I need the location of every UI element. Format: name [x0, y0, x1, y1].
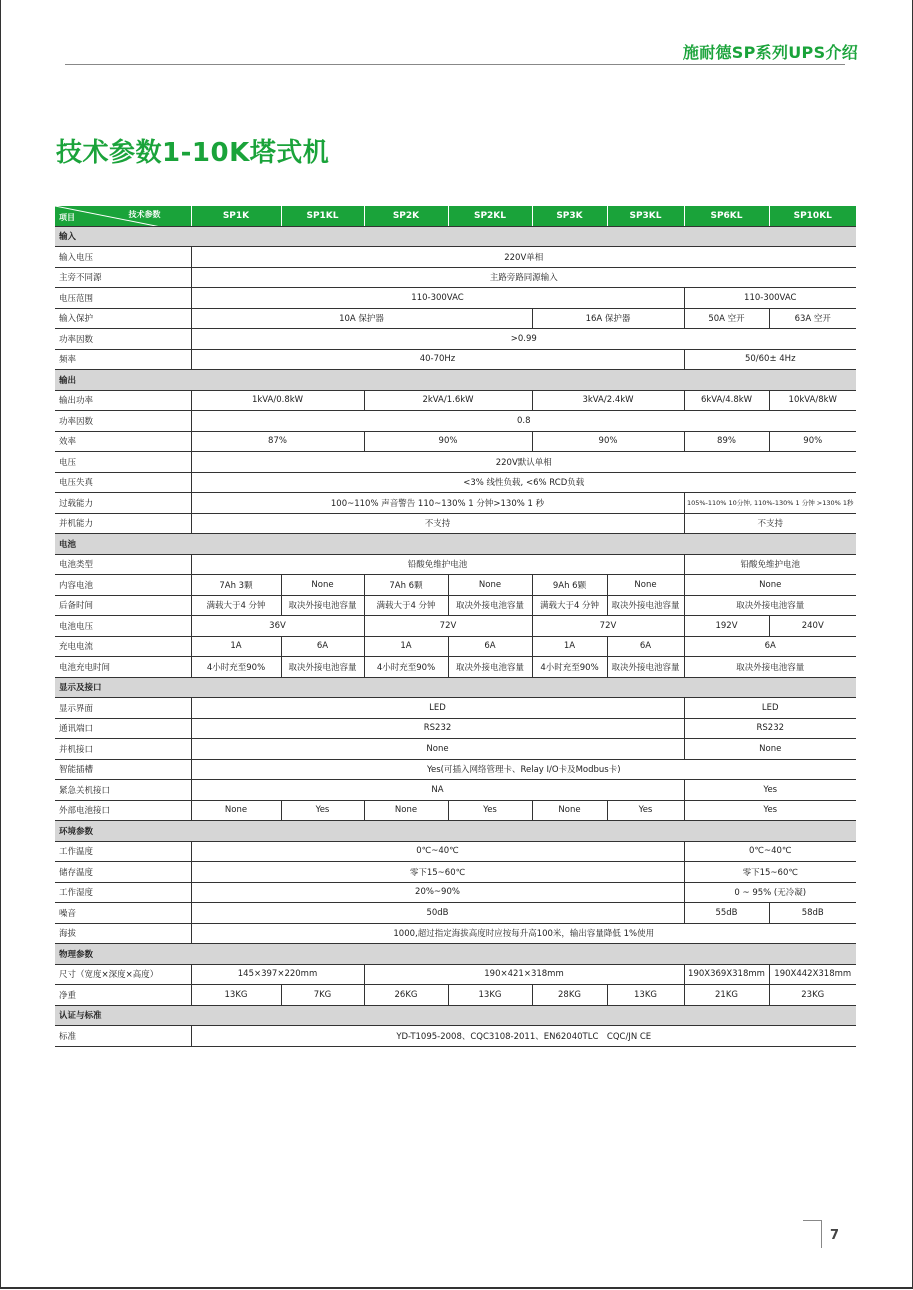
table-cell: 190×421×318mm — [364, 964, 684, 985]
table-cell: None — [191, 800, 281, 821]
table-cell: 192V — [684, 616, 769, 637]
row-label: 显示界面 — [55, 698, 191, 719]
spec-table-body — [55, 226, 856, 1046]
row-label: 电池电压 — [55, 616, 191, 637]
table-cell: 190X442X318mm — [769, 964, 856, 985]
model-header: SP1KL — [281, 206, 364, 226]
table-row — [55, 431, 856, 452]
table-row — [55, 698, 856, 719]
table-cell: 4小时充至90% — [191, 657, 281, 678]
section-row — [55, 534, 856, 555]
table-row — [55, 739, 856, 760]
table-cell: 0.8 — [191, 411, 856, 432]
table-cell: None — [532, 800, 607, 821]
table-cell: 取决外接电池容量 — [448, 657, 532, 678]
table-cell: Yes(可插入网络管理卡、Relay I/O卡及Modbus卡) — [191, 759, 856, 780]
table-cell: 1A — [532, 636, 607, 657]
table-cell: 满载大于4 分钟 — [191, 595, 281, 616]
table-cell: 220V默认单相 — [191, 452, 856, 473]
page-number: 7 — [830, 1228, 840, 1243]
table-cell: 1A — [364, 636, 448, 657]
section-row — [55, 944, 856, 965]
row-label: 紧急关机接口 — [55, 780, 191, 801]
table-cell: 6A — [607, 636, 684, 657]
row-label: 输入保护 — [55, 308, 191, 329]
section-title: 输入 — [55, 226, 856, 247]
row-label: 电池类型 — [55, 554, 191, 575]
table-row — [55, 308, 856, 329]
model-header: SP10KL — [769, 206, 856, 226]
table-cell: RS232 — [684, 718, 856, 739]
table-cell: 9Ah 6颗 — [532, 575, 607, 596]
section-title: 电池 — [55, 534, 856, 555]
row-label: 效率 — [55, 431, 191, 452]
table-cell: 13KG — [607, 985, 684, 1006]
table-cell: 零下15~60℃ — [191, 862, 684, 883]
table-cell: 6A — [448, 636, 532, 657]
table-cell: Yes — [684, 800, 856, 821]
table-cell: 零下15~60℃ — [684, 862, 856, 883]
table-row — [55, 841, 856, 862]
table-cell: None — [364, 800, 448, 821]
table-row — [55, 985, 856, 1006]
table-cell: 7Ah 6颗 — [364, 575, 448, 596]
row-label: 电压范围 — [55, 288, 191, 309]
table-cell: 28KG — [532, 985, 607, 1006]
table-row — [55, 575, 856, 596]
table-cell: 55dB — [684, 903, 769, 924]
table-row — [55, 329, 856, 350]
section-title: 输出 — [55, 370, 856, 391]
table-row — [55, 964, 856, 985]
table-row — [55, 657, 856, 678]
table-cell: 0℃~40℃ — [191, 841, 684, 862]
table-row — [55, 759, 856, 780]
table-cell: 50A 空开 — [684, 308, 769, 329]
model-header: SP6KL — [684, 206, 769, 226]
row-label: 内容电池 — [55, 575, 191, 596]
section-row — [55, 1005, 856, 1026]
row-label: 工作湿度 — [55, 882, 191, 903]
table-cell: 6kVA/4.8kW — [684, 390, 769, 411]
table-cell: Yes — [607, 800, 684, 821]
row-label: 外部电池接口 — [55, 800, 191, 821]
table-row — [55, 882, 856, 903]
table-cell: 取决外接电池容量 — [684, 595, 856, 616]
table-cell: 6A — [684, 636, 856, 657]
table-cell: 2kVA/1.6kW — [364, 390, 532, 411]
row-label: 频率 — [55, 349, 191, 370]
table-cell: Yes — [684, 780, 856, 801]
row-label: 充电电流 — [55, 636, 191, 657]
table-row — [55, 493, 856, 514]
table-header-row — [55, 206, 856, 226]
table-cell: 铅酸免维护电池 — [684, 554, 856, 575]
table-cell: 取决外接电池容量 — [607, 595, 684, 616]
table-row — [55, 472, 856, 493]
table-cell: 取决外接电池容量 — [281, 657, 364, 678]
table-cell: 100~110% 声音警告 110~130% 1 分钟>130% 1 秒 — [191, 493, 684, 514]
section-row — [55, 821, 856, 842]
table-cell: 110-300VAC — [191, 288, 684, 309]
table-row — [55, 267, 856, 288]
table-row — [55, 554, 856, 575]
section-row — [55, 370, 856, 391]
table-cell: YD-T1095-2008、CQC3108-2011、EN62040TLC CQC/JN CE — [191, 1026, 856, 1047]
section-row — [55, 226, 856, 247]
table-cell: 3kVA/2.4kW — [532, 390, 684, 411]
row-label: 并机能力 — [55, 513, 191, 534]
row-label: 尺寸（宽度×深度×高度） — [55, 964, 191, 985]
spec-table — [55, 206, 856, 1047]
table-cell: 取决外接电池容量 — [684, 657, 856, 678]
table-row — [55, 636, 856, 657]
table-cell: 0℃~40℃ — [684, 841, 856, 862]
table-cell: 16A 保护器 — [532, 308, 684, 329]
table-cell: 20%~90% — [191, 882, 684, 903]
table-cell: 220V单相 — [191, 247, 856, 268]
table-cell: 1A — [191, 636, 281, 657]
table-row — [55, 452, 856, 473]
row-label: 储存温度 — [55, 862, 191, 883]
table-cell: 23KG — [769, 985, 856, 1006]
table-cell: Yes — [448, 800, 532, 821]
corner-bottom-label: 项目 — [59, 212, 75, 222]
table-row — [55, 923, 856, 944]
model-header: SP2K — [364, 206, 448, 226]
table-cell: 1000,超过指定海拔高度时应按每升高100米，输出容量降低 1%使用 — [191, 923, 856, 944]
section-title: 显示及接口 — [55, 677, 856, 698]
table-cell: 21KG — [684, 985, 769, 1006]
table-cell: 72V — [364, 616, 532, 637]
model-header: SP3KL — [607, 206, 684, 226]
table-cell: 72V — [532, 616, 684, 637]
table-cell: None — [191, 739, 684, 760]
table-row — [55, 718, 856, 739]
table-cell: 10A 保护器 — [191, 308, 532, 329]
table-cell: LED — [684, 698, 856, 719]
table-cell: Yes — [281, 800, 364, 821]
table-cell: 36V — [191, 616, 364, 637]
table-row — [55, 349, 856, 370]
table-cell: 190X369X318mm — [684, 964, 769, 985]
row-label: 并机接口 — [55, 739, 191, 760]
table-row — [55, 513, 856, 534]
table-cell: >0.99 — [191, 329, 856, 350]
row-label: 噪音 — [55, 903, 191, 924]
row-label: 过载能力 — [55, 493, 191, 514]
table-cell: 取决外接电池容量 — [607, 657, 684, 678]
table-row — [55, 780, 856, 801]
table-cell: LED — [191, 698, 684, 719]
table-cell: 50dB — [191, 903, 684, 924]
row-label: 标准 — [55, 1026, 191, 1047]
table-cell: 不支持 — [191, 513, 684, 534]
table-cell: 10kVA/8kW — [769, 390, 856, 411]
table-cell: 不支持 — [684, 513, 856, 534]
table-cell: 90% — [364, 431, 532, 452]
header-title: 施耐德SP系列UPS介绍 — [682, 43, 858, 62]
table-cell: None — [607, 575, 684, 596]
table-cell: 58dB — [769, 903, 856, 924]
model-header: SP3K — [532, 206, 607, 226]
table-cell: 13KG — [191, 985, 281, 1006]
row-label: 工作温度 — [55, 841, 191, 862]
table-cell: 1kVA/0.8kW — [191, 390, 364, 411]
table-row — [55, 390, 856, 411]
row-label: 主旁不同源 — [55, 267, 191, 288]
row-label: 海拔 — [55, 923, 191, 944]
row-label: 输入电压 — [55, 247, 191, 268]
table-cell: 89% — [684, 431, 769, 452]
table-row — [55, 288, 856, 309]
table-cell: 50/60± 4Hz — [684, 349, 856, 370]
table-cell: 7Ah 3颗 — [191, 575, 281, 596]
table-cell: 240V — [769, 616, 856, 637]
section-title: 认证与标准 — [55, 1005, 856, 1026]
row-label: 功率因数 — [55, 411, 191, 432]
header-rule — [65, 64, 845, 65]
table-row — [55, 595, 856, 616]
table-cell: 满载大于4 分钟 — [364, 595, 448, 616]
table-cell: 满载大于4 分钟 — [532, 595, 607, 616]
corner-diagonal — [55, 206, 191, 226]
page-title: 技术参数1-10K塔式机 — [56, 138, 330, 168]
table-cell: 取决外接电池容量 — [448, 595, 532, 616]
row-label: 电压 — [55, 452, 191, 473]
row-label: 通讯端口 — [55, 718, 191, 739]
section-title: 物理参数 — [55, 944, 856, 965]
table-cell: 7KG — [281, 985, 364, 1006]
corner-top-label: 技术参数 — [128, 210, 161, 219]
table-cell: None — [448, 575, 532, 596]
table-cell: 90% — [532, 431, 684, 452]
table-cell: 4小时充至90% — [532, 657, 607, 678]
section-title: 环境参数 — [55, 821, 856, 842]
row-label: 输出功率 — [55, 390, 191, 411]
table-cell: 26KG — [364, 985, 448, 1006]
table-cell: 0 ~ 95% (无冷凝) — [684, 882, 856, 903]
table-cell: NA — [191, 780, 684, 801]
row-label: 电压失真 — [55, 472, 191, 493]
table-cell: 87% — [191, 431, 364, 452]
table-cell: None — [684, 739, 856, 760]
row-label: 净重 — [55, 985, 191, 1006]
table-cell: 主路旁路同源输入 — [191, 267, 856, 288]
table-cell: RS232 — [191, 718, 684, 739]
table-row — [55, 800, 856, 821]
table-row — [55, 247, 856, 268]
table-row — [55, 616, 856, 637]
table-cell: 145×397×220mm — [191, 964, 364, 985]
table-cell: 铅酸免维护电池 — [191, 554, 684, 575]
table-row — [55, 862, 856, 883]
table-cell: 90% — [769, 431, 856, 452]
table-cell: 6A — [281, 636, 364, 657]
row-label: 后备时间 — [55, 595, 191, 616]
table-cell: <3% 线性负载, <6% RCD负载 — [191, 472, 856, 493]
table-corner-cell — [55, 206, 191, 226]
table-cell: None — [281, 575, 364, 596]
table-cell: 取决外接电池容量 — [281, 595, 364, 616]
section-row — [55, 677, 856, 698]
table-cell: 40-70Hz — [191, 349, 684, 370]
table-cell: 63A 空开 — [769, 308, 856, 329]
table-row — [55, 1026, 856, 1047]
row-label: 电池充电时间 — [55, 657, 191, 678]
page-number-frame — [803, 1220, 822, 1248]
table-cell: None — [684, 575, 856, 596]
row-label: 智能插槽 — [55, 759, 191, 780]
model-header: SP1K — [191, 206, 281, 226]
table-cell: 105%-110% 10分钟, 110%-130% 1 分钟 >130% 1秒 — [684, 493, 856, 514]
table-row — [55, 411, 856, 432]
row-label: 功率因数 — [55, 329, 191, 350]
table-row — [55, 903, 856, 924]
model-header: SP2KL — [448, 206, 532, 226]
table-cell: 110-300VAC — [684, 288, 856, 309]
table-cell: 13KG — [448, 985, 532, 1006]
table-cell: 4小时充至90% — [364, 657, 448, 678]
